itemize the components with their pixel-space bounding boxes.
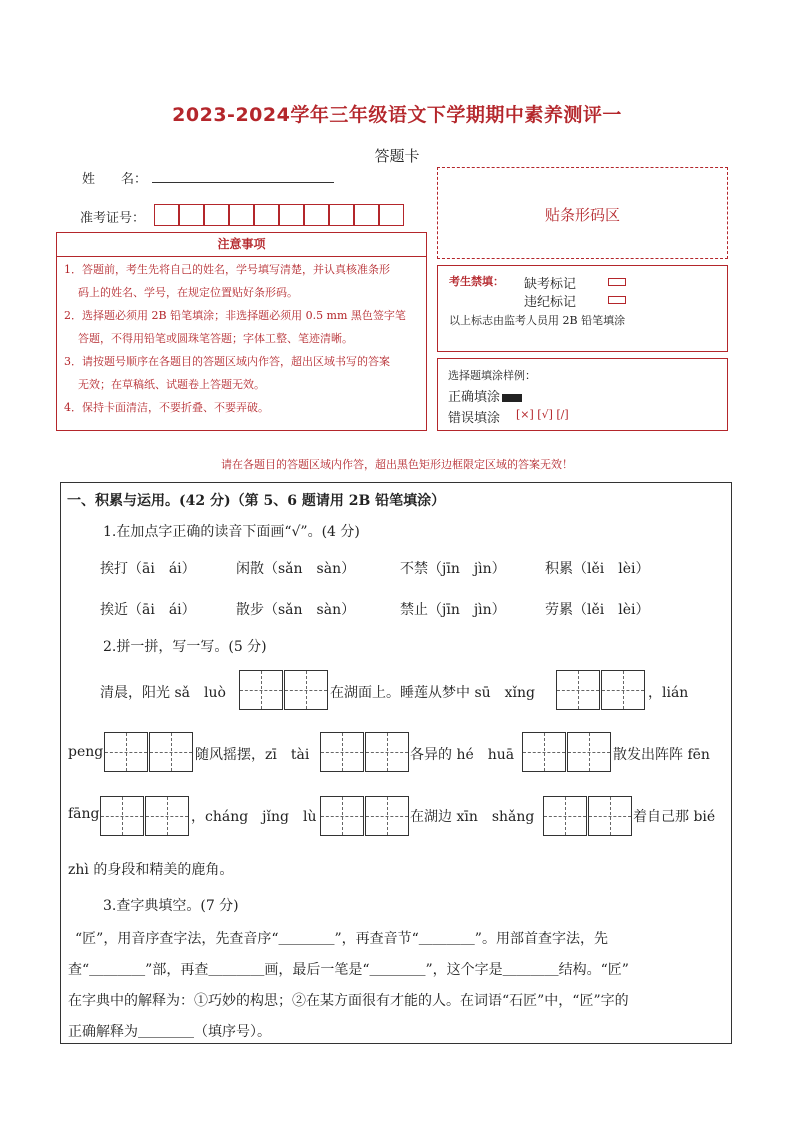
- exam-id-box-10[interactable]: [379, 204, 404, 226]
- answer-sheet-subtitle: 答题卡: [374, 147, 420, 165]
- exam-id-box-7[interactable]: [304, 204, 329, 226]
- q1-item-2[interactable]: 闲散（sǎn sàn）: [236, 561, 356, 577]
- tian-box-fenfang-1[interactable]: [100, 796, 144, 836]
- q2-line1-c: ，lián: [648, 685, 689, 701]
- correct-fill-sample: [502, 394, 522, 402]
- exam-id-box-3[interactable]: [204, 204, 229, 226]
- violation-mark-label: 违纪标记: [524, 295, 577, 310]
- barcode-label: 贴条形码区: [544, 206, 620, 224]
- tian-box-suxing-2[interactable]: [601, 670, 645, 710]
- q1-item-4[interactable]: 积累（lěi lèi）: [545, 561, 650, 577]
- wrong-fill-samples: [×] [√] [/]: [516, 408, 569, 421]
- tian-box-fenfang-2[interactable]: [145, 796, 189, 836]
- tian-box-zitai-1[interactable]: [320, 732, 364, 772]
- exam-id-box-4[interactable]: [229, 204, 254, 226]
- exam-id-box-2[interactable]: [179, 204, 204, 226]
- exam-id-box-8[interactable]: [329, 204, 354, 226]
- q1-item-7[interactable]: 禁止（jīn jìn）: [400, 602, 506, 618]
- q2-prompt: 2.拼一拼，写一写。(5 分): [103, 639, 267, 655]
- exam-id-box-6[interactable]: [279, 204, 304, 226]
- tian-box-xinshang-2[interactable]: [588, 796, 632, 836]
- q2-line2-d: 散发出阵阵 fēn: [613, 747, 710, 763]
- q3-prompt: 3.查字典填空。(7 分): [103, 898, 239, 914]
- notice-item-3a: 3．请按题号顺序在各题目的答题区域内作答，超出区域书写的答案: [64, 355, 390, 368]
- q2-line3-d: 着自己那 bié: [633, 809, 716, 825]
- tian-box-lianpeng-1[interactable]: [104, 732, 148, 772]
- notice-item-2a: 2．选择题必须用 2B 铅笔填涂；非选择题必须用 0.5 mm 黑色签字笔: [64, 309, 406, 322]
- tian-box-saluo-1[interactable]: [239, 670, 283, 710]
- barcode-area: [437, 167, 728, 259]
- exam-id-box-5[interactable]: [254, 204, 279, 226]
- q2-line2-c: 各异的 hé huā: [410, 747, 515, 763]
- tian-box-changjinglu-1[interactable]: [320, 796, 364, 836]
- notice-item-1a: 1．答题前，考生先将自己的姓名，学号填写清楚，并认真核准条形: [64, 263, 390, 276]
- forbidden-note: 以上标志由监考人员用 2B 铅笔填涂: [449, 314, 626, 327]
- absent-mark-box[interactable]: [608, 278, 626, 286]
- section1-heading: 一、积累与运用。(42 分)（第 5、6 题请用 2B 铅笔填涂）: [67, 493, 446, 509]
- forbidden-label: 考生禁填：: [449, 275, 504, 288]
- q1-item-8[interactable]: 劳累（lěi lèi）: [545, 602, 650, 618]
- q2-line3-a: fāng: [68, 806, 100, 822]
- tian-box-lianpeng-2[interactable]: [149, 732, 193, 772]
- q3-line-2[interactable]: 查“＿＿＿＿”部，再查＿＿＿＿画，最后一笔是“＿＿＿＿”，这个字是＿＿＿＿结构。“匠”: [68, 962, 629, 978]
- exam-id-box-9[interactable]: [354, 204, 379, 226]
- q3-line-4[interactable]: 正确解释为＿＿＿＿（填序号）。: [68, 1024, 271, 1040]
- q3-line-3: 在字典中的解释为：①巧妙的构思；②在某方面很有才能的人。在词语“石匠”中，“匠”字的: [68, 993, 629, 1009]
- tian-box-hehua-2[interactable]: [567, 732, 611, 772]
- wrong-fill-label: 错误填涂: [448, 411, 501, 426]
- q1-item-6[interactable]: 散步（sǎn sàn）: [236, 602, 356, 618]
- q1-prompt: 1.在加点字正确的读音下面画“√”。(4 分): [103, 524, 360, 540]
- q2-line2-b: 随风摇摆，zī tài: [195, 747, 310, 763]
- notice-title: 注意事项: [57, 232, 426, 257]
- name-label: 姓 名：: [82, 172, 148, 187]
- q1-item-1[interactable]: 挨打（āi ái）: [100, 561, 196, 577]
- q2-line3-b: ，cháng jǐng lù: [191, 809, 317, 825]
- tian-box-changjinglu-2[interactable]: [365, 796, 409, 836]
- q1-item-3[interactable]: 不禁（jīn jìn）: [400, 561, 506, 577]
- answer-area-warning: 请在各题目的答题区域内作答，超出黑色矩形边框限定区域的答案无效！: [221, 458, 573, 471]
- exam-id-label: 准考证号：: [80, 211, 146, 226]
- correct-fill-label: [448, 386, 522, 405]
- q2-line4: zhì 的身段和精美的鹿角。: [68, 862, 234, 878]
- notice-item-4: 4．保持卡面清洁，不要折叠、不要弄破。: [64, 401, 269, 414]
- sample-label: 选择题填涂样例：: [448, 369, 536, 382]
- notice-item-1b: 码上的姓名、学号，在规定位置贴好条形码。: [78, 286, 298, 299]
- tian-box-xinshang-1[interactable]: [543, 796, 587, 836]
- absent-mark-label: 缺考标记: [524, 277, 577, 292]
- tian-box-hehua-1[interactable]: [522, 732, 566, 772]
- q3-line-1[interactable]: “匠”，用音序查字法，先查音序“＿＿＿＿”，再查音节“＿＿＿＿”。用部首查字法，先: [75, 931, 608, 947]
- exam-title: 2023-2024学年三年级语文下学期期中素养测评一: [172, 104, 622, 126]
- q2-line1-a: 清晨，阳光 sǎ luò: [100, 685, 226, 701]
- notice-item-2b: 答题，不得用铅笔或圆珠笔答题；字体工整、笔迹清晰。: [78, 332, 353, 345]
- q2-line3-c: 在湖边 xīn shǎng: [410, 809, 535, 825]
- q2-line1-b: 在湖面上。睡莲从梦中 sū xǐng: [330, 685, 536, 701]
- q2-line2-a: peng: [68, 744, 104, 760]
- notice-item-3b: 无效；在草稿纸、试题卷上答题无效。: [78, 378, 265, 391]
- tian-box-saluo-2[interactable]: [284, 670, 328, 710]
- tian-box-suxing-1[interactable]: [556, 670, 600, 710]
- name-input-line[interactable]: [152, 182, 334, 183]
- correct-fill-text: 正确填涂: [448, 390, 501, 405]
- q1-item-5[interactable]: 挨近（āi ái）: [100, 602, 196, 618]
- tian-box-zitai-2[interactable]: [365, 732, 409, 772]
- exam-id-box-1[interactable]: [154, 204, 179, 226]
- violation-mark-box[interactable]: [608, 296, 626, 304]
